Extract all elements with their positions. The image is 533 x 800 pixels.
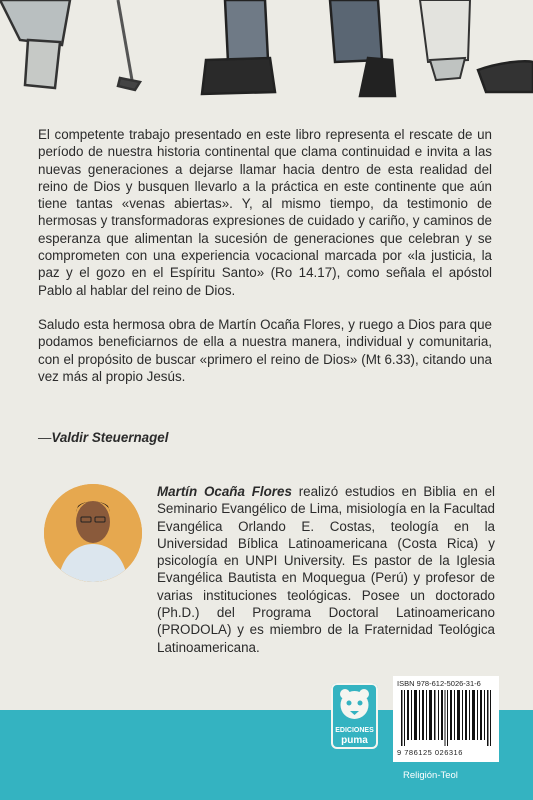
barcode-icon (399, 690, 493, 746)
signature-name: Valdir Steuernagel (51, 430, 169, 445)
puma-icon (331, 683, 378, 727)
shoe-figure (478, 61, 533, 92)
signature-dash: — (38, 430, 52, 445)
child-figure (420, 0, 470, 80)
blurb-signature (38, 430, 168, 445)
walking-legs (202, 0, 395, 96)
blurb-paragraph-2: Saludo esta hermosa obra de Martín Ocaña Flores, y ruego a Dios para que podamos beneficiarnos de ella a nuestra manera, individual y comunitaria, con el propósito de buscar «primero el reino de Dios» (Mt 6.33), citando una vez más al propio Jesús. (38, 316, 492, 384)
isbn-label: ISBN 978-612-5026-31-6 (397, 679, 481, 688)
publisher-line2: puma (341, 735, 368, 746)
barcode-box (393, 676, 499, 762)
author-photo (44, 484, 142, 582)
barcode-number: 9 786125 026316 (397, 748, 463, 757)
blurb-paragraph-1: El competente trabajo presentado en este libro representa el rescate de un período de nuestra historia continental que clama continuidad e invita a las nuevas generaciones a dejarse llamar hacia dentro de esta realidad del reino de Dios y busquen llevarlo a la práctica en este continente que aún tiene tantas «venas abiertas». Y, al mismo tiempo, da testimonio de hermosas y transformadoras expresiones de cuidado y cariño, y caminos de esperanza que alimentan la sucesión de generaciones que celebran y se comprometen con una experiencia vocacional marcada por «la justicia, la paz y el gozo en el Espíritu Santo» (Ro 14.17), como señala el apóstol Pablo al hablar del reino de Dios. (38, 127, 492, 298)
cane-figure (0, 0, 140, 90)
author-name: Martín Ocaña Flores (157, 484, 292, 499)
back-cover-blurb (38, 126, 492, 402)
cover-illustration (0, 0, 533, 115)
category-label: Religión-Teol (403, 770, 458, 781)
author-bio-text: realizó estudios en Biblia en el Seminario Evangélico de Lima, misiología en la Facultad Evangélica Orlando E. Costas, teología en la Universidad Bíblica Latinoamericana (Costa Rica) y psicología en UNPI University. Es pastor de la Iglesia Evangélica Bautista en Moquegua (Perú) y profesor de varias instituciones teológicas. Posee un doctorado (Ph.D.) del Programa Doctoral Latinoamericano (PRODOLA) y es miembro de la Fraternidad Teológica Latinoamericana. (157, 484, 495, 655)
author-bio (157, 483, 495, 656)
publisher-logo (331, 683, 378, 749)
publisher-line1: EDICIONES (335, 727, 374, 734)
